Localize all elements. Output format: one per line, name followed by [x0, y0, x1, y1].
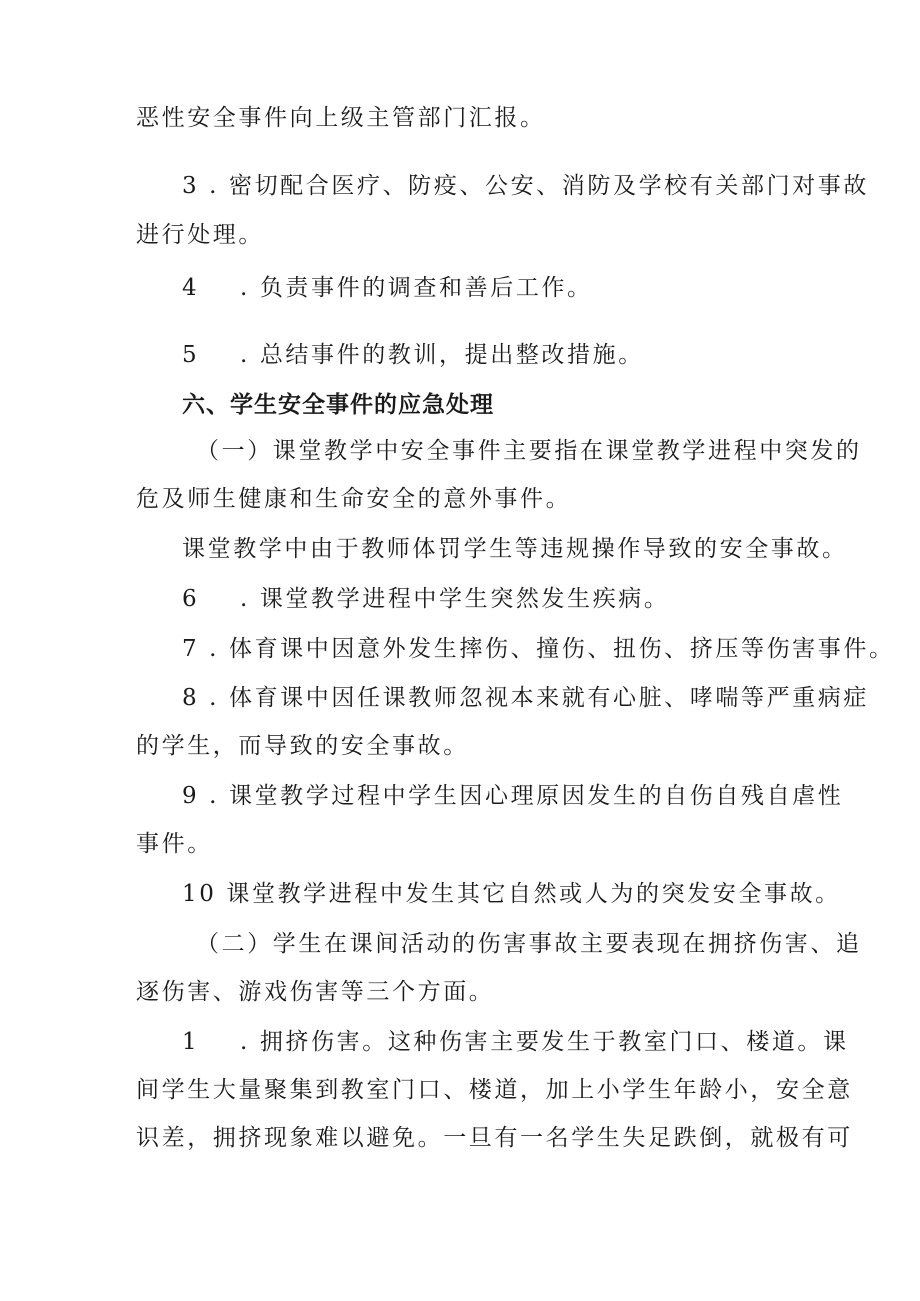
- list-item-7: 7 . 体育课中因意外发生摔伤、撞伤、扭伤、挤压等伤害事件。: [182, 636, 895, 662]
- subsection-2-line-1: （二）学生在课间活动的伤害事故主要表现在拥挤伤害、追: [196, 931, 862, 957]
- subsection-1-line-1: （一）课堂教学中安全事件主要指在课堂教学进程中突发的: [196, 438, 862, 464]
- list-item-3-line-2: 进行处理。: [136, 222, 264, 248]
- list-item-9-line-2: 事件。: [136, 831, 213, 857]
- list-item-5-text: . 总结事件的教训，提出整改措施。: [240, 342, 644, 368]
- list-item-5-number: 5: [182, 342, 200, 368]
- list-item-10: 10 课堂教学进程中发生其它自然或人为的突发安全事故。: [182, 881, 841, 907]
- list-item-1-number: 1: [182, 1029, 200, 1055]
- paragraph-line: 恶性安全事件向上级主管部门汇报。: [136, 105, 546, 131]
- list-item-9-line-1: 9 . 课堂教学过程中学生因心理原因发生的自伤自残自虐性: [182, 783, 844, 809]
- subsection-1-line-2: 危及师生健康和生命安全的意外事件。: [136, 486, 572, 512]
- subsection-2-line-2: 逐伤害、游戏伤害等三个方面。: [136, 979, 495, 1005]
- list-item-3-line-1: 3 . 密切配合医疗、防疫、公安、消防及学校有关部门对事故: [182, 173, 869, 199]
- list-item-8-line-2: 的学生，而导致的安全事故。: [136, 733, 469, 759]
- list-item-8-line-1: 8 . 体育课中因任课教师忽视本来就有心脏、哮喘等严重病症: [182, 685, 869, 711]
- section-heading: 六、学生安全事件的应急处理: [182, 392, 494, 418]
- list-item-4-number: 4: [182, 275, 200, 301]
- list-item-1-text: . 拥挤伤害。这种伤害主要发生于教室门口、楼道。课: [240, 1029, 849, 1055]
- list-item-1-line-2: 间学生大量聚集到教室门口、楼道，加上小学生年龄小，安全意: [136, 1077, 853, 1103]
- list-item-4-text: . 负责事件的调查和善后工作。: [240, 275, 593, 301]
- list-item-6-text: . 课堂教学进程中学生突然发生疾病。: [240, 586, 670, 612]
- list-item-6-number: 6: [182, 586, 200, 612]
- list-item-1-line-3: 识差，拥挤现象难以避免。一旦有一名学生失足跌倒，就极有可: [136, 1125, 853, 1151]
- paragraph-line: 课堂教学中由于教师体罚学生等违规操作导致的安全事故。: [182, 536, 848, 562]
